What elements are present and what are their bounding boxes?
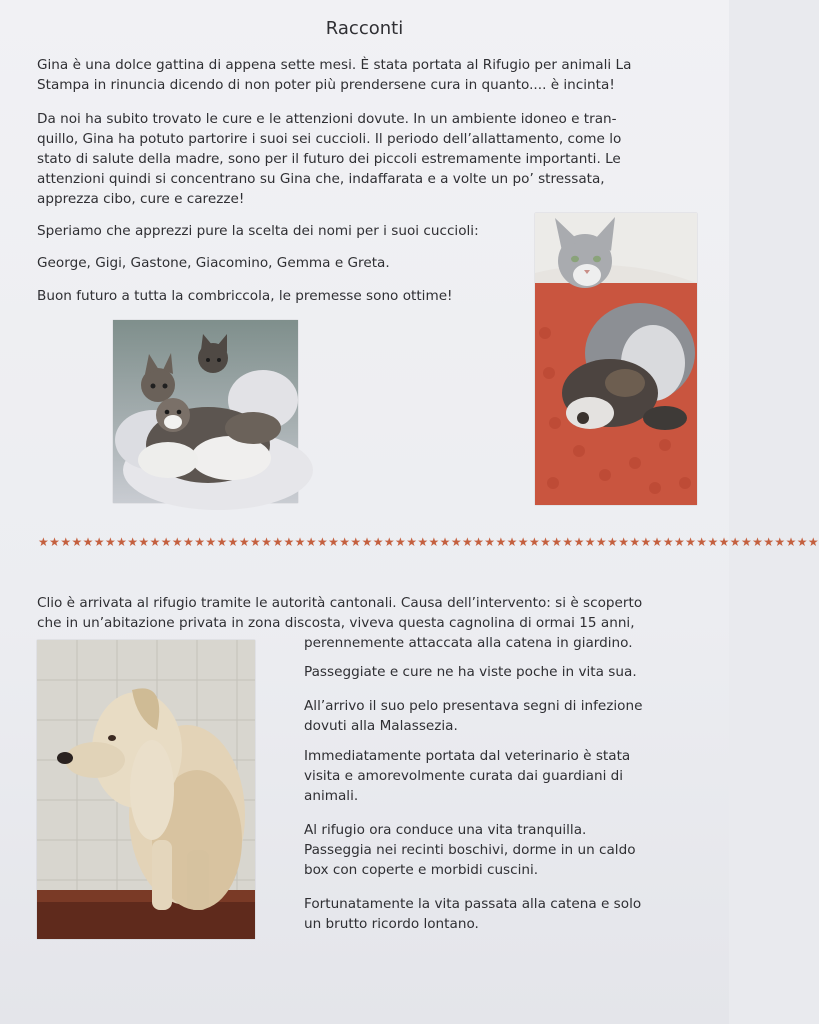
text-line: stato di salute della madre, sono per il futuro dei piccoli estremamente importanti. Le [37,151,621,167]
gina-care-paragraph [37,109,621,209]
kittens-photo [113,320,298,503]
text-line: Gina è una dolce gattina di appena sette mesi. È stata portata al Rifugio per animali La [37,57,632,73]
text-line: box con coperte e morbidi cuscini. [304,862,539,878]
text-line: quillo, Gina ha potuto partorire i suoi sei cuccioli. Il periodo dell’allattamento, come lo [37,131,622,147]
text-line: All’arrivo il suo pelo presentava segni di infezione [304,698,643,714]
kitten-names: George, Gigi, Gastone, Giacomino, Gemma e Greta. [37,255,390,271]
walks-care-paragraph: Passeggiate e cure ne ha viste poche in vita sua. [304,664,637,680]
text-line: Passeggia nei recinti boschivi, dorme in un caldo [304,842,636,858]
text-line: Immediatamente portata dal veterinario è stata [304,748,631,764]
dog-photo [37,640,255,939]
text-line: Stampa in rinuncia dicendo di non poter più prendersene cura in quanto.... è incinta! [37,77,615,93]
gina-intro-paragraph [37,55,631,95]
text-line: Da noi ha subito trovato le cure e le attenzioni dovute. In un ambiente idoneo e tran- [37,111,617,127]
text-line: apprezza cibo, cure e carezze! [37,191,245,207]
kitten-names-intro: Speriamo che apprezzi pure la scelta dei nomi per i suoi cuccioli: [37,223,479,239]
text-line: animali. [304,788,359,804]
text-line: attenzioni quindi si concentrano su Gina che, indaffarata e a volte un po’ stressata, [37,171,605,187]
vet-paragraph [304,746,630,806]
page-title: Racconti [325,18,404,39]
closing-wish: Buon futuro a tutta la combriccola, le premesse sono ottime! [37,288,453,304]
mother-cat-photo [535,213,697,505]
text-line: un brutto ricordo lontano. [304,916,479,932]
shelter-life-paragraph [304,820,636,880]
text-line: visita e amorevolmente curata dai guardiani di [304,768,624,784]
star-divider: ★★★★★★★★★★★★★★★★★★★★★★★★★★★★★★★★★★★★★★★★★★★★★★★★★★★★★★★★★★★★★★★★★★★★★★ [38,535,819,549]
text-line: Fortunatamente la vita passata alla catena e solo [304,896,642,912]
clio-intro-line-2: che in un’abitazione privata in zona discosta, viveva questa cagnolina di ormai 15 anni, [37,615,635,631]
text-line: Al rifugio ora conduce una vita tranquilla. [304,822,587,838]
infection-paragraph [304,696,642,736]
text-line: dovuti alla Malassezia. [304,718,458,734]
clio-intro-line-1: Clio è arrivata al rifugio tramite le autorità cantonali. Causa dell’intervento: si è scoperto [37,595,643,611]
clio-intro-line-3: perennemente attaccata alla catena in giardino. [304,635,633,651]
closing-paragraph [304,894,641,934]
